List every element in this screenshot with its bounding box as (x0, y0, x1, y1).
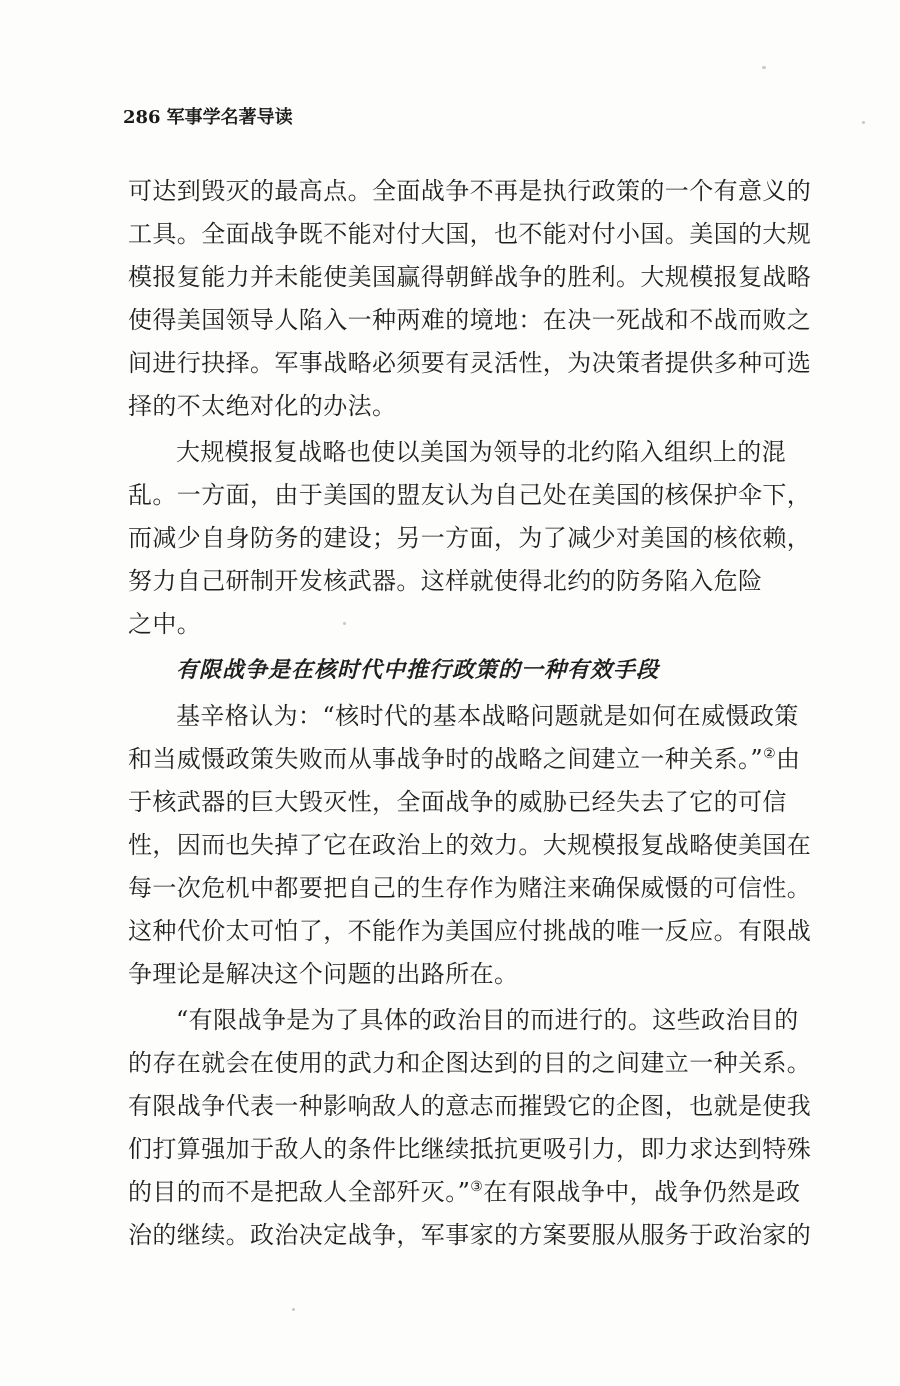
footnote-marker: ② (763, 746, 777, 762)
text-line: 间进行抉择。军事战略必须要有灵活性，为决策者提供多种可选 (128, 349, 812, 377)
line-text-tail: 在有限战争中，战争仍然是政 (483, 1178, 801, 1206)
text-line: 争理论是解决这个问题的出路所在。 (128, 960, 519, 988)
text-line (128, 1171, 801, 1214)
text-line: 有限战争代表一种影响敌人的意志而摧毁它的企图，也就是使我 (128, 1092, 812, 1120)
text-line: 乱。一方面，由于美国的盟友认为自己处在美国的核保护伞下， (128, 481, 812, 509)
text-line: 每一次危机中都要把自己的生存作为赌注来确保威慑的可信性。 (128, 874, 812, 902)
text-line: 而减少自身防务的建设；另一方面，为了减少对美国的核依赖， (128, 524, 812, 552)
text-line: 们打算强加于敌人的条件比继续抵抗更吸引力，即力求达到特殊 (128, 1135, 812, 1163)
text-line: 模报复能力并未能使美国赢得朝鲜战争的胜利。大规模报复战略 (128, 263, 812, 291)
body-text (128, 170, 812, 1257)
page-number: 286 (123, 107, 161, 128)
line-text: 的目的而不是把敌人全部歼灭。” (128, 1178, 471, 1206)
text-line: 工具。全面战争既不能对付大国，也不能对付小国。美国的大规 (128, 220, 812, 248)
text-line: 努力自己研制开发核武器。这样就使得北约的防务陷入危险 (128, 567, 763, 595)
line-text: 和当威慑政策失败而从事战争时的战略之间建立一种关系。” (128, 745, 764, 773)
text-line: 使得美国领导人陷入一种两难的境地：在决一死战和不战而败之 (128, 306, 812, 334)
text-line: 之中。 (128, 610, 202, 638)
footnote-marker: ③ (470, 1179, 484, 1195)
text-line: “有限战争是为了具体的政治目的而进行的。这些政治目的 (176, 1006, 799, 1034)
text-line: 基辛格认为：“核时代的基本战略问题就是如何在威慑政策 (176, 702, 799, 730)
text-line: 这种代价太可怕了，不能作为美国应付挑战的唯一反应。有限战 (128, 917, 812, 945)
paper-speck (762, 66, 766, 69)
text-line: 治的继续。政治决定战争，军事家的方案要服从服务于政治家的 (128, 1221, 812, 1249)
paper-speck (343, 622, 346, 625)
text-line: 择的不太绝对化的办法。 (128, 392, 397, 420)
text-line (128, 738, 801, 781)
book-title: 军事学名著导读 (166, 107, 293, 128)
running-head (123, 103, 293, 133)
paragraph (128, 170, 812, 428)
text-line: 可达到毁灭的最高点。全面战争不再是执行政策的一个有意义的 (128, 177, 812, 205)
text-line: 的存在就会在使用的武力和企图达到的目的之间建立一种关系。 (128, 1049, 812, 1077)
text-line: 性，因而也失掉了它在政治上的效力。大规模报复战略使美国在 (128, 831, 812, 859)
text-line: 于核武器的巨大毁灭性，全面战争的威胁已经失去了它的可信 (128, 788, 787, 816)
section-heading: 有限战争是在核时代中推行政策的一种有效手段 (176, 658, 660, 683)
section-heading-block (128, 649, 762, 692)
paper-speck (292, 1308, 295, 1311)
paragraph (128, 695, 812, 996)
text-line: 大规模报复战略也使以美国为领导的北约陷入组织上的混 (176, 438, 786, 466)
paper-speck (862, 121, 865, 124)
paragraph (128, 431, 812, 646)
line-text-tail: 由 (776, 745, 801, 773)
paragraph (128, 999, 812, 1257)
